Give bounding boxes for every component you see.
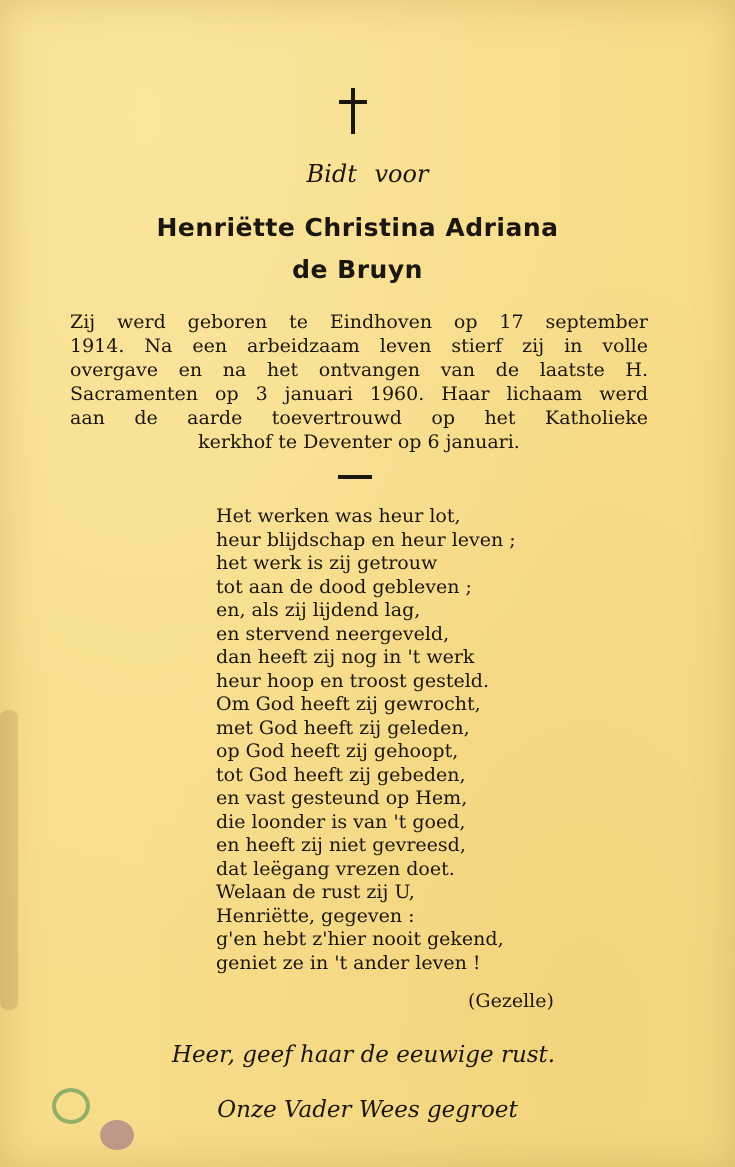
- poem-line: Het werken was heur lot,: [216, 505, 461, 527]
- poem-line: g'en hebt z'hier nooit gekend,: [216, 928, 504, 950]
- poem-line: geniet ze in 't ander leven !: [216, 951, 481, 974]
- poem-line: op God heeft zij gehoopt,: [216, 740, 459, 762]
- heading-bidt-voor: Bidt voor: [306, 160, 429, 188]
- poem-line: dan heeft zij nog in 't werk: [216, 646, 475, 668]
- purple-stain-mark: [100, 1120, 134, 1150]
- poem-line: en stervend neergeveld,: [216, 622, 450, 645]
- poem-line: en vast gesteund op Hem,: [216, 787, 468, 809]
- poem-line: en, als zij lijdend lag,: [216, 599, 421, 621]
- cross-icon: [335, 88, 371, 136]
- poem-line: Om God heeft zij gewrocht,: [216, 693, 481, 715]
- green-stain-mark: [52, 1088, 90, 1124]
- biography-line: Zij werd geboren te Eindhoven op 17 september: [70, 311, 648, 333]
- biography-line: 1914. Na een arbeidzaam leven stierf zij in volle: [70, 335, 648, 357]
- poem-line: Henriëtte, gegeven :: [216, 904, 415, 927]
- poem-line: heur hoop en troost gesteld.: [216, 669, 490, 692]
- poem-line: die loonder is van 't goed,: [216, 810, 466, 833]
- cross-vertical-bar: [351, 88, 355, 134]
- deceased-name-line-2: de Bruyn: [292, 255, 423, 284]
- brown-edge-stain: [0, 710, 18, 1010]
- poem-line: dat leëgang vrezen doet.: [216, 857, 455, 880]
- section-divider: [338, 475, 372, 479]
- poem-line: tot aan de dood gebleven ;: [216, 575, 472, 598]
- closing-prayer-line-2: Onze Vader Wees gegroet: [217, 1097, 518, 1123]
- biography-line: Sacramenten op 3 januari 1960. Haar lichaam werd: [70, 383, 648, 405]
- biography-line: aan de aarde toevertrouwd op het Katholieke: [70, 407, 648, 429]
- poem-line: met God heeft zij geleden,: [216, 716, 470, 739]
- poem-line: en heeft zij niet gevreesd,: [216, 834, 466, 856]
- cross-horizontal-bar: [339, 100, 367, 104]
- biography-line: kerkhof te Deventer op 6 januari.: [198, 431, 520, 453]
- poem-line: het werk is zij getrouw: [216, 552, 438, 574]
- poem-line: Welaan de rust zij U,: [216, 881, 415, 903]
- biography-paragraph: [70, 310, 648, 454]
- deceased-name-line-1: Henriëtte Christina Adriana: [156, 213, 559, 242]
- biography-line: overgave en na het ontvangen van de laatste H.: [70, 359, 648, 381]
- closing-prayer-line-1: Heer, geef haar de eeuwige rust.: [171, 1042, 556, 1068]
- poem-author: (Gezelle): [468, 990, 554, 1012]
- poem: [216, 505, 576, 975]
- poem-line: tot God heeft zij gebeden,: [216, 763, 466, 786]
- poem-line: heur blijdschap en heur leven ;: [216, 528, 516, 551]
